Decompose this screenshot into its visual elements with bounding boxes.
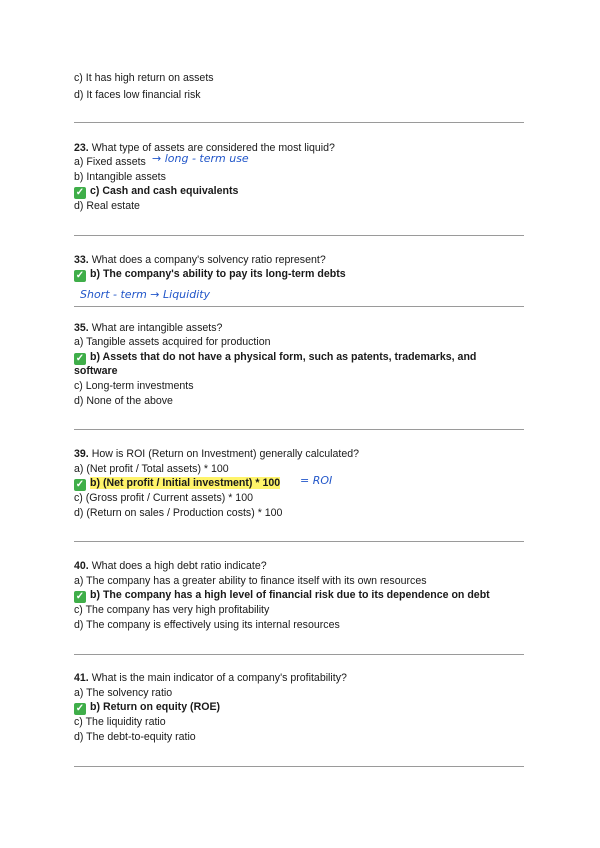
answer-text: c) Cash and cash equivalents xyxy=(90,185,239,197)
option-c: c) The company has very high profitability xyxy=(74,604,270,616)
option-c: c) The liquidity ratio xyxy=(74,716,166,728)
divider xyxy=(74,429,524,430)
handwritten-note: → long - term use xyxy=(152,152,249,165)
divider xyxy=(74,235,524,236)
option-c: c) Long-term investments xyxy=(74,380,194,392)
answer-text: b) Return on equity (ROE) xyxy=(90,701,221,713)
check-mark-icon: ✓ xyxy=(75,479,85,490)
check-mark-icon: ✓ xyxy=(75,353,85,364)
correct-answer xyxy=(74,588,490,603)
question-number: 40. xyxy=(74,560,89,572)
option-d: d) Real estate xyxy=(74,200,140,212)
option-d: d) The company is effectively using its internal resources xyxy=(74,619,340,631)
option-b: b) Intangible assets xyxy=(74,171,166,183)
highlighted-answer-text: b) (Net profit / Initial investment) * 100 xyxy=(90,477,281,489)
option-c: c) It has high return on assets xyxy=(74,72,214,84)
correct-answer xyxy=(74,476,280,491)
correct-answer xyxy=(74,350,476,365)
option-d: d) It faces low financial risk xyxy=(74,89,201,101)
question-text: What is the main indicator of a company's profitability? xyxy=(91,672,347,684)
check-mark-icon: ✓ xyxy=(75,187,85,198)
divider xyxy=(74,541,524,542)
correct-answer xyxy=(74,700,220,715)
question-41 xyxy=(74,671,347,685)
question-39 xyxy=(74,447,359,461)
question-text: What are intangible assets? xyxy=(91,322,223,334)
handwritten-note: = ROI xyxy=(300,474,333,487)
question-text: What does a high debt ratio indicate? xyxy=(91,560,267,572)
question-33 xyxy=(74,253,326,267)
question-40 xyxy=(74,559,267,573)
handwritten-note: Short - term → Liquidity xyxy=(80,288,211,301)
option-a: a) Fixed assets xyxy=(74,156,146,168)
question-35 xyxy=(74,321,222,335)
check-mark-icon: ✓ xyxy=(75,703,85,714)
option-d: d) The debt-to-equity ratio xyxy=(74,731,196,743)
question-text: What does a company's solvency ratio represent? xyxy=(91,254,326,266)
option-a: a) The company has a greater ability to finance itself with its own resources xyxy=(74,575,427,587)
option-a: a) The solvency ratio xyxy=(74,687,173,699)
question-text: How is ROI (Return on Investment) generally calculated? xyxy=(91,448,360,460)
divider xyxy=(74,306,524,307)
check-mark-icon: ✓ xyxy=(75,591,85,602)
divider xyxy=(74,766,524,767)
question-number: 39. xyxy=(74,448,89,460)
question-text: What type of assets are considered the most liquid? xyxy=(91,142,335,154)
option-d: d) (Return on sales / Production costs) * 100 xyxy=(74,507,283,519)
correct-answer xyxy=(74,267,346,282)
correct-answer xyxy=(74,184,238,199)
answer-text-continued: software xyxy=(74,365,118,377)
option-a: a) (Net profit / Total assets) * 100 xyxy=(74,463,229,475)
question-number: 41. xyxy=(74,672,89,684)
option-d: d) None of the above xyxy=(74,395,173,407)
answer-text: b) The company has a high level of financial risk due to its dependence on debt xyxy=(90,589,490,601)
option-c: c) (Gross profit / Current assets) * 100 xyxy=(74,492,253,504)
answer-text: b) Assets that do not have a physical form, such as patents, trademarks, and xyxy=(90,351,477,363)
question-number: 23. xyxy=(74,142,89,154)
question-number: 33. xyxy=(74,254,89,266)
check-mark-icon: ✓ xyxy=(75,270,85,281)
answer-text: b) The company's ability to pay its long-term debts xyxy=(90,268,346,280)
divider xyxy=(74,122,524,123)
divider xyxy=(74,654,524,655)
option-a: a) Tangible assets acquired for production xyxy=(74,336,271,348)
question-number: 35. xyxy=(74,322,89,334)
